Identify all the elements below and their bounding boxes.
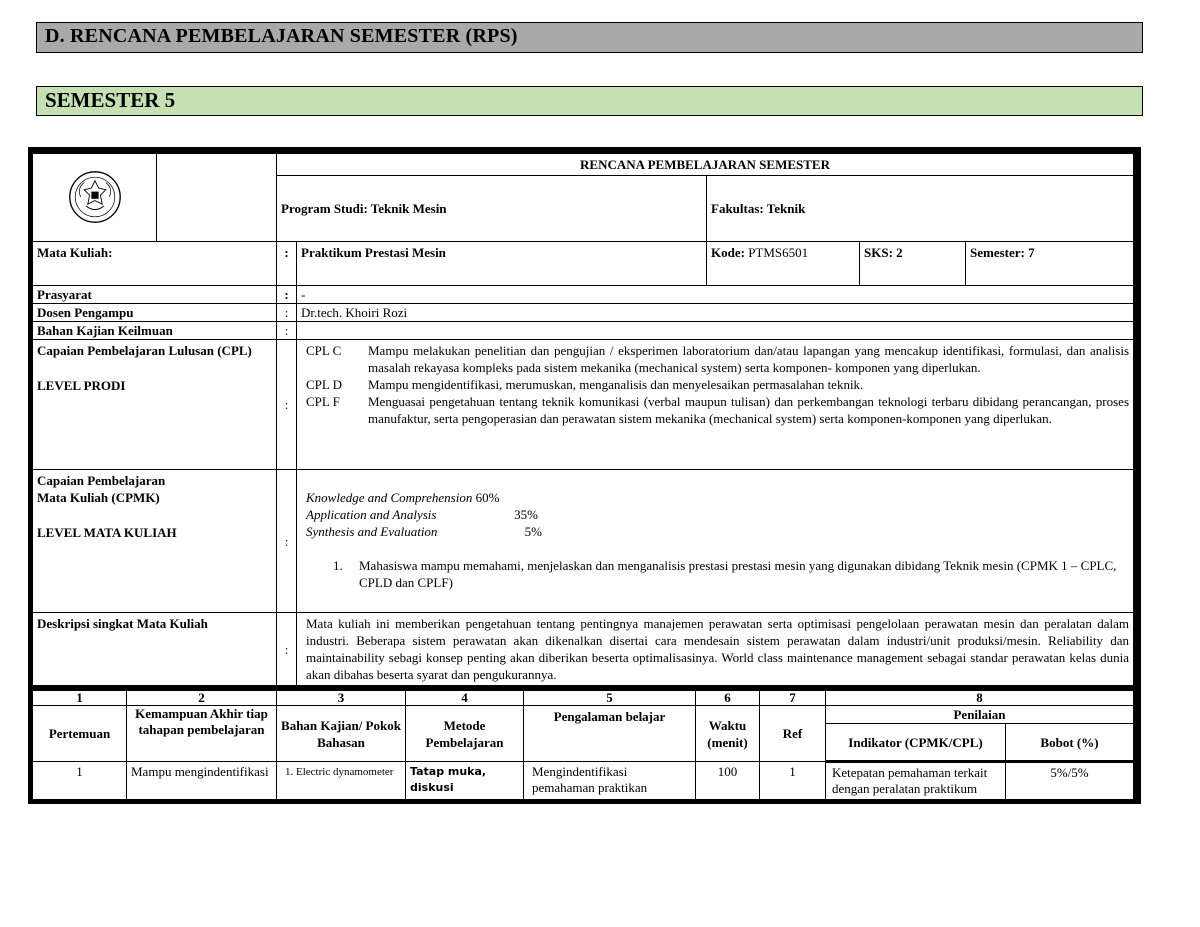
semester-value: 7 xyxy=(1028,245,1035,260)
cell-ref: 1 xyxy=(760,762,826,800)
table-row xyxy=(33,762,1134,800)
dosen-value: Dr.tech. Khoiri Rozi xyxy=(297,304,1134,322)
rps-info-table xyxy=(32,153,1134,686)
header-waktu: Waktu (menit) xyxy=(696,706,760,762)
kode-value: PTMS6501 xyxy=(748,245,809,260)
cpmk-content xyxy=(297,470,1134,613)
header-bahan: Bahan Kajian/ Pokok Bahasan xyxy=(277,706,406,762)
cpmk-item-text: Mahasiswa mampu memahami, menjelaskan dan menganalisis prestasi prestasi mesin yang digunakan dibidang Teknik mesin (CPMK 1 – CPLC, CPLD dan CPLF) xyxy=(359,558,1117,590)
cpmk-label: Capaian Pembelajaran xyxy=(37,473,166,488)
cpmk-level-pct: 5% xyxy=(524,524,542,539)
program-studi: Program Studi: Teknik Mesin xyxy=(277,176,707,242)
cpl-item xyxy=(306,342,1129,376)
prasyarat-label: Prasyarat xyxy=(33,286,277,304)
cell-bobot: 5%/5% xyxy=(1006,762,1134,800)
deskripsi-label: Deskripsi singkat Mata Kuliah xyxy=(33,613,277,686)
prasyarat-value: - xyxy=(297,286,1134,304)
cpmk-item-number: 1. xyxy=(333,558,343,573)
cell-indikator: Ketepatan pemahaman terkait dengan peralatan praktikum xyxy=(826,762,1006,800)
university-logo-cell xyxy=(33,154,157,242)
cpmk-level-pct: 35% xyxy=(514,507,538,522)
cpmk-level-pct: 60% xyxy=(475,490,500,505)
col-number: 1 xyxy=(33,689,127,706)
colon: : xyxy=(277,340,297,470)
cpmk-level xyxy=(306,506,1129,523)
col-number: 8 xyxy=(826,689,1134,706)
level-mata-kuliah: LEVEL MATA KULIAH xyxy=(37,525,177,540)
cpl-label: Capaian Pembelajaran Lulusan (CPL) xyxy=(37,343,252,358)
kode-cell xyxy=(707,242,860,286)
rps-section-title: D. RENCANA PEMBELAJARAN SEMESTER (RPS) xyxy=(36,22,1143,53)
cpmk-level xyxy=(306,489,1129,506)
header-bobot: Bobot (%) xyxy=(1006,724,1134,762)
dosen-label: Dosen Pengampu xyxy=(33,304,277,322)
col-number: 5 xyxy=(524,689,696,706)
colon: : xyxy=(277,322,297,340)
cell-waktu: 100 xyxy=(696,762,760,800)
mata-kuliah-label: Mata Kuliah: xyxy=(33,242,277,286)
bahan-kajian-label: Bahan Kajian Keilmuan xyxy=(33,322,277,340)
cell-metode: Tatap muka, diskusi xyxy=(406,762,524,800)
cpl-label-cell xyxy=(33,340,277,470)
cpmk-label: Mata Kuliah (CPMK) xyxy=(37,490,160,505)
sks: SKS: 2 xyxy=(860,242,966,286)
fakultas: Fakultas: Teknik xyxy=(707,176,1134,242)
level-prodi: LEVEL PRODI xyxy=(37,378,126,393)
colon: : xyxy=(277,304,297,322)
cpl-item xyxy=(306,376,1129,393)
header-penilaian: Penilaian xyxy=(826,706,1134,724)
cpl-list xyxy=(297,340,1134,470)
cpl-code: CPL D xyxy=(306,377,342,392)
cpmk-level-name: Synthesis and Evaluation xyxy=(306,524,438,539)
cpmk-level xyxy=(306,523,1129,540)
col-number: 6 xyxy=(696,689,760,706)
university-seal-icon xyxy=(68,170,122,224)
rps-document xyxy=(28,147,1141,804)
header-ref: Ref xyxy=(760,706,826,762)
mata-kuliah-value: Praktikum Prestasi Mesin xyxy=(297,242,707,286)
schedule-table xyxy=(32,686,1134,800)
cpmk-level-name: Application and Analysis xyxy=(306,507,437,522)
logo-spacer-cell xyxy=(157,154,277,242)
bahan-kajian-value xyxy=(297,322,1134,340)
rps-table-title: RENCANA PEMBELAJARAN SEMESTER xyxy=(277,154,1134,176)
semester-label: Semester: xyxy=(970,245,1025,260)
kode-label: Kode: xyxy=(711,245,745,260)
cpl-code: CPL F xyxy=(306,394,340,409)
cpmk-item xyxy=(306,557,1129,591)
col-number: 7 xyxy=(760,689,826,706)
cpl-item xyxy=(306,393,1129,427)
cpmk-label-cell xyxy=(33,470,277,613)
colon: : xyxy=(277,613,297,686)
cpl-text: Menguasai pengetahuan tentang teknik komunikasi (verbal maupun tulisan) dan perkembangan teknologi terbaru dibidang perancangan, proses manufaktur, serta pengoperasian dan perawatan sistem mekanika (mechanical system) serta komponen-komponen yang diperlukan. xyxy=(368,394,1130,426)
semester-title: SEMESTER 5 xyxy=(36,86,1143,116)
cpl-text: Mampu melakukan penelitian dan pengujian / eksperimen laboratorium dan/atau lapangan yang mencakup identifikasi, formulasi, dan analisis masalah rekayasa kompleks pada sistem mekanika (mechanical system) serta komponen- komponen yang diperlukan. xyxy=(368,343,1130,375)
col-number: 2 xyxy=(127,689,277,706)
cell-bahan: 1. Electric dynamometer xyxy=(277,762,406,800)
col-number: 4 xyxy=(406,689,524,706)
colon: : xyxy=(277,286,297,304)
cpl-text: Mampu mengidentifikasi, merumuskan, menganalisis dan menyelesaikan permasalahan teknik. xyxy=(368,377,864,392)
colon: : xyxy=(277,242,297,286)
col-number: 3 xyxy=(277,689,406,706)
cell-pengalaman: Mengindentifikasi pemahaman praktikan xyxy=(524,762,696,800)
header-pertemuan: Pertemuan xyxy=(33,706,127,762)
semester-cell xyxy=(966,242,1134,286)
colon: : xyxy=(277,470,297,613)
cell-pertemuan: 1 xyxy=(33,762,127,800)
header-metode: Metode Pembelajaran xyxy=(406,706,524,762)
header-pengalaman: Pengalaman belajar xyxy=(524,706,696,762)
header-kemampuan: Kemampuan Akhir tiap tahapan pembelajaran xyxy=(127,706,277,762)
deskripsi-value: Mata kuliah ini memberikan pengetahuan tentang pentingnya manajemen perawatan serta optimisasi pengelolaan perawatan mesin dan peralatan dalam industri. Beberapa sistem perawatan akan dikenalkan disertai cara mendesain sistem perawatan dalam industri/unit produksi/mesin. Reliability dan maintainability sebagi konsep penting akan diberikan beserta optimalisasinya. World class maintenance management sebagai standar perawatan kelas dunia akan dibahas beserta syarat dan pengukurannya. xyxy=(297,613,1134,686)
cpmk-level-name: Knowledge and Comprehension xyxy=(306,490,473,505)
cell-kemampuan: Mampu mengindentifikasi xyxy=(127,762,277,800)
cpl-code: CPL C xyxy=(306,343,342,358)
header-indikator: Indikator (CPMK/CPL) xyxy=(826,724,1006,762)
